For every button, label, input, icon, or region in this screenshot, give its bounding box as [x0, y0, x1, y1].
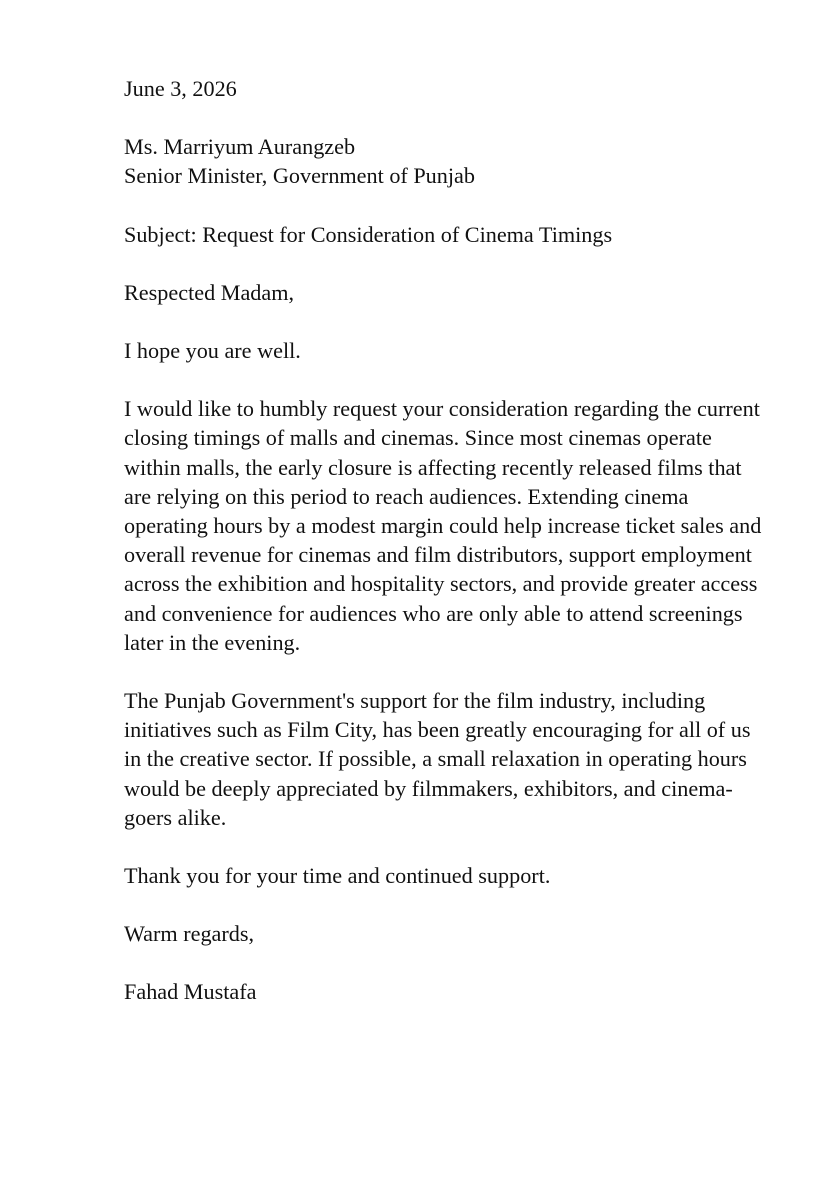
recipient-block: [124, 132, 764, 190]
letter-thanks: Thank you for your time and continued support.: [124, 863, 551, 889]
letter-closing: Warm regards,: [124, 921, 255, 947]
letter-salutation: Respected Madam,: [124, 279, 295, 305]
letter-opening: I hope you are well.: [124, 338, 301, 364]
letter-signature: Fahad Mustafa: [124, 979, 257, 1005]
body-paragraph-2: The Punjab Government's support for the film industry, including initiatives such as Film City, has been greatly encouraging for all of us in the creative sector. If possible, a small relaxation in operating hours would be deeply appreciated by filmmakers, exhibitors, and cinema-goers alike.: [124, 688, 751, 830]
recipient-name: Ms. Marriyum Aurangzeb: [124, 134, 356, 160]
letter-date: June 3, 2026: [124, 76, 237, 101]
letter: [124, 74, 764, 1007]
letter-subject: Subject: Request for Consideration of Cinema Timings: [124, 221, 613, 247]
body-paragraph-1: I would like to humbly request your consideration regarding the current closing timings of malls and cinemas. Since most cinemas operate within malls, the early closure is affecting recently released films that are relying on this period to reach audiences. Extending cinema operating hours by a modest margin could help increase ticket sales and overall revenue for cinemas and film distributors, support employment across the exhibition and hospitality sectors, and provide greater access and convenience for audiences who are only able to attend screenings later in the evening.: [124, 396, 762, 655]
recipient-title: Senior Minister, Government of Punjab: [124, 163, 475, 189]
